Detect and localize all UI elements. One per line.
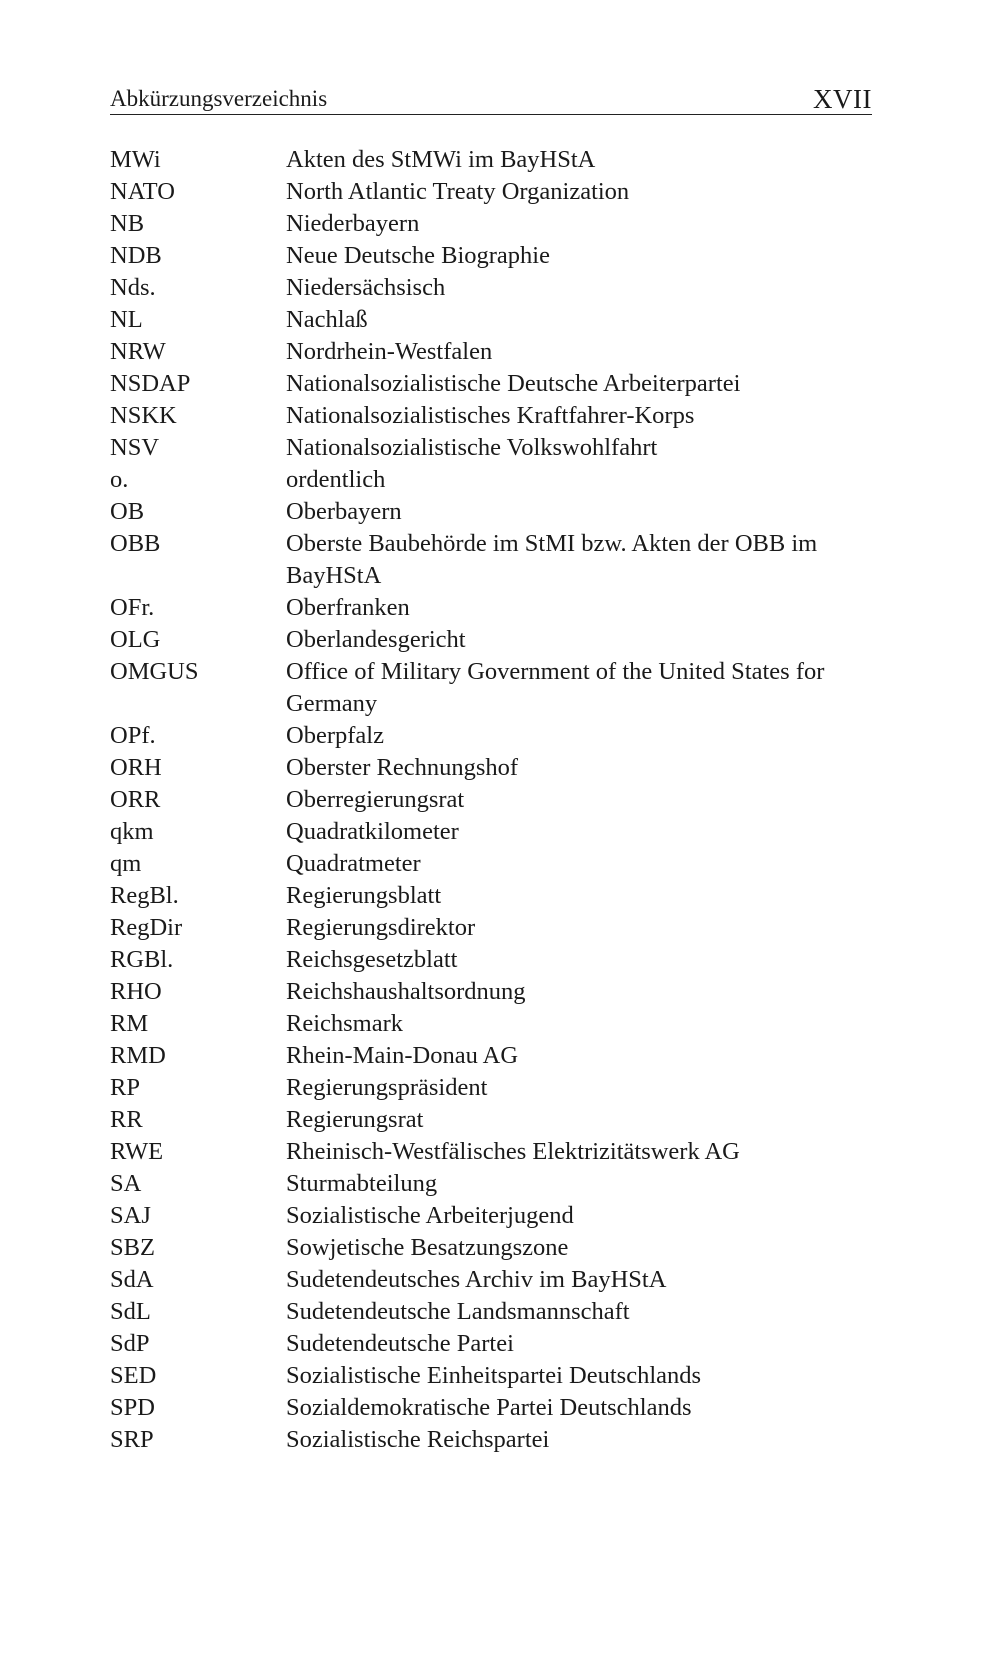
abbreviation: OPf.	[110, 722, 156, 749]
abbreviation: RWE	[110, 1138, 164, 1165]
abbreviation-expansion: Nationalsozialistisches Kraftfahrer-Korps	[286, 402, 695, 429]
abbreviation: RegBl.	[110, 882, 179, 909]
abbreviation-expansion: Rhein-Main-Donau AG	[286, 1042, 519, 1069]
abbreviation-expansion: Sozialistische Arbeiterjugend	[286, 1202, 574, 1229]
abbreviation-expansion: Regierungsblatt	[286, 882, 442, 909]
abbreviation-entry	[110, 528, 872, 592]
abbreviation-expansion: Oberfranken	[286, 594, 410, 621]
abbreviation-expansion: Nationalsozialistische Volkswohlfahrt	[286, 434, 658, 461]
abbreviation: NB	[110, 210, 145, 237]
abbreviation: qkm	[110, 818, 154, 845]
abbreviation-list	[110, 144, 872, 1456]
abbreviation-expansion: Oberregierungsrat	[286, 786, 465, 813]
abbreviation-expansion: Nordrhein-Westfalen	[286, 338, 493, 365]
abbreviation: RMD	[110, 1042, 166, 1069]
abbreviation-entry	[110, 816, 872, 848]
abbreviation-entry	[110, 848, 872, 880]
abbreviation: RR	[110, 1106, 143, 1133]
abbreviation-expansion: Sowjetische Besatzungszone	[286, 1234, 569, 1261]
abbreviation-entry	[110, 1296, 872, 1328]
abbreviation-expansion: Regierungsdirektor	[286, 914, 476, 941]
abbreviation-entry	[110, 752, 872, 784]
abbreviation: OBB	[110, 530, 161, 557]
abbreviation: NL	[110, 306, 143, 333]
abbreviation-expansion: Sudetendeutsche Landsmannschaft	[286, 1298, 630, 1325]
abbreviation-entry	[110, 464, 872, 496]
running-header	[110, 78, 872, 115]
abbreviation-expansion: Reichshaushaltsordnung	[286, 978, 526, 1005]
abbreviation-entry	[110, 880, 872, 912]
abbreviation-expansion: Niedersächsisch	[286, 274, 446, 301]
abbreviation-entry	[110, 272, 872, 304]
abbreviation-expansion: Office of Military Government of the United States for Germany	[286, 658, 825, 717]
abbreviation-expansion: Reichsgesetzblatt	[286, 946, 458, 973]
abbreviation-entry	[110, 1040, 872, 1072]
abbreviation-expansion: Nachlaß	[286, 306, 368, 333]
abbreviation-entry	[110, 624, 872, 656]
abbreviation-entry	[110, 1392, 872, 1424]
abbreviation-entry	[110, 368, 872, 400]
abbreviation: o.	[110, 466, 129, 493]
abbreviation: SA	[110, 1170, 142, 1197]
abbreviation: SED	[110, 1362, 157, 1389]
abbreviation-entry	[110, 304, 872, 336]
abbreviation-entry	[110, 432, 872, 464]
abbreviation-entry	[110, 1104, 872, 1136]
abbreviation-entry	[110, 944, 872, 976]
abbreviation-entry	[110, 176, 872, 208]
abbreviation: RegDir	[110, 914, 183, 941]
abbreviation-entry	[110, 496, 872, 528]
abbreviation-expansion: ordentlich	[286, 466, 386, 493]
abbreviation-entry	[110, 1264, 872, 1296]
abbreviation: ORR	[110, 786, 161, 813]
abbreviation-expansion: North Atlantic Treaty Organization	[286, 178, 630, 205]
abbreviation: SPD	[110, 1394, 155, 1421]
abbreviation: NRW	[110, 338, 166, 365]
abbreviation-expansion: Sozialistische Einheitspartei Deutschlands	[286, 1362, 702, 1389]
abbreviation-expansion: Reichsmark	[286, 1010, 404, 1037]
abbreviation-entry	[110, 144, 872, 176]
abbreviation: ORH	[110, 754, 162, 781]
abbreviation-expansion: Oberlandesgericht	[286, 626, 466, 653]
abbreviation-entry	[110, 1168, 872, 1200]
abbreviation-entry	[110, 592, 872, 624]
abbreviation: SdL	[110, 1298, 151, 1325]
abbreviation: RM	[110, 1010, 149, 1037]
abbreviation-expansion: Quadratkilometer	[286, 818, 459, 845]
abbreviation: SdA	[110, 1266, 154, 1293]
abbreviation-expansion: Sudetendeutsche Partei	[286, 1330, 514, 1357]
abbreviation: Nds.	[110, 274, 156, 301]
abbreviation-expansion: Oberster Rechnungshof	[286, 754, 519, 781]
abbreviation: SdP	[110, 1330, 150, 1357]
abbreviation-expansion: Oberbayern	[286, 498, 402, 525]
abbreviation-expansion: Sudetendeutsches Archiv im BayHStA	[286, 1266, 667, 1293]
abbreviation: SAJ	[110, 1202, 151, 1229]
abbreviation: MWi	[110, 146, 161, 173]
abbreviation-expansion: Sozialistische Reichspartei	[286, 1426, 550, 1453]
abbreviation-expansion: Sturmabteilung	[286, 1170, 438, 1197]
abbreviation-expansion: Sozialdemokratische Partei Deutschlands	[286, 1394, 692, 1421]
abbreviation-entry	[110, 1008, 872, 1040]
abbreviation: RGBl.	[110, 946, 174, 973]
abbreviation: NSDAP	[110, 370, 191, 397]
abbreviation-expansion: Regierungspräsident	[286, 1074, 488, 1101]
abbreviation: SRP	[110, 1426, 154, 1453]
abbreviation: NDB	[110, 242, 162, 269]
abbreviation: OMGUS	[110, 658, 199, 685]
abbreviation-entry	[110, 656, 872, 720]
abbreviation: NSV	[110, 434, 160, 461]
abbreviation-entry	[110, 976, 872, 1008]
abbreviation-entry	[110, 1360, 872, 1392]
abbreviation-expansion: Nationalsozialistische Deutsche Arbeiterpartei	[286, 370, 741, 397]
abbreviation: OFr.	[110, 594, 155, 621]
abbreviation: RP	[110, 1074, 140, 1101]
abbreviation-entry	[110, 1328, 872, 1360]
abbreviation-expansion: Quadratmeter	[286, 850, 421, 877]
abbreviation-entry	[110, 1200, 872, 1232]
abbreviation: NATO	[110, 178, 175, 205]
abbreviation-expansion: Akten des StMWi im BayHStA	[286, 146, 596, 173]
abbreviation-entry	[110, 1072, 872, 1104]
abbreviation: OB	[110, 498, 145, 525]
page-number: XVII	[813, 84, 872, 114]
abbreviation-entry	[110, 784, 872, 816]
abbreviation-entry	[110, 336, 872, 368]
document-page	[110, 78, 872, 1456]
abbreviation-entry	[110, 208, 872, 240]
abbreviation-entry	[110, 1136, 872, 1168]
abbreviation-expansion: Rheinisch-Westfälisches Elektrizitätswerk AG	[286, 1138, 740, 1165]
abbreviation-entry	[110, 720, 872, 752]
abbreviation-entry	[110, 400, 872, 432]
abbreviation-entry	[110, 1232, 872, 1264]
abbreviation: OLG	[110, 626, 161, 653]
abbreviation-entry	[110, 912, 872, 944]
abbreviation-expansion: Neue Deutsche Biographie	[286, 242, 550, 269]
abbreviation: NSKK	[110, 402, 177, 429]
abbreviation-entry	[110, 240, 872, 272]
abbreviation-expansion: Oberste Baubehörde im StMI bzw. Akten der OBB im BayHStA	[286, 530, 818, 589]
abbreviation-expansion: Oberpfalz	[286, 722, 384, 749]
abbreviation: RHO	[110, 978, 162, 1005]
abbreviation: qm	[110, 850, 142, 877]
abbreviation-entry	[110, 1424, 872, 1456]
abbreviation-expansion: Niederbayern	[286, 210, 420, 237]
abbreviation-expansion: Regierungsrat	[286, 1106, 424, 1133]
running-title: Abkürzungsverzeichnis	[110, 86, 328, 111]
abbreviation: SBZ	[110, 1234, 155, 1261]
